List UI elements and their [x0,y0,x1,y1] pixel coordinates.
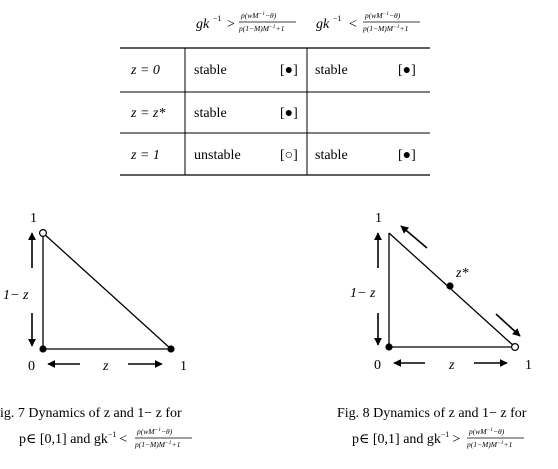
row-label: z = z* [131,106,166,121]
table-row [130,63,416,78]
header-gk: gk [196,17,210,32]
fig7-simplex-edge [43,233,171,349]
fig7-y-label: 1− z [3,288,29,303]
fig8-caption-line1: Fig. 8 Dynamics of z and 1− z for [337,406,527,421]
header-condition-2 [316,11,420,33]
fig8-stable-point [385,343,392,350]
cell-status: stable [315,63,348,78]
cell-status: stable [194,106,227,121]
cell-mark: [●] [398,148,416,163]
row-label: z = 1 [131,148,160,163]
fig8-caption-num: $p(wM^{-1}-\theta)$ [469,427,505,436]
cell-status: unstable [194,148,241,163]
fig7-origin-label: 0 [28,359,35,374]
fig7-x-label: z [103,359,109,374]
fig7-caption [0,406,192,449]
row-label: z = 0 [131,63,160,78]
fig8-top-label: 1 [375,211,382,226]
fig7-caption-line2: p∈ [0,1] and $gk^{-1}$ < [19,430,128,447]
fig7-top-label: 1 [30,211,37,226]
fig8-caption [337,406,527,449]
header-op: < [349,17,357,32]
fig7-caption-num: $p(wM^{-1}-\theta)$ [137,427,173,436]
fig7-stable-point [167,345,174,352]
fig7-stable-point [39,345,46,352]
header-gk-exp: −1 [333,14,342,23]
header-den: $p(1-M)M^{-1}+1$ [239,24,285,33]
header-num: $p(wM^{-1}-\theta)$ [365,11,401,20]
fig7-caption-line1: ig. 7 Dynamics of z and 1− z for [0,406,182,421]
fig8-y-label: 1− z [350,286,376,301]
fig8-origin-label: 0 [374,358,381,373]
fig8-x-label: z [449,358,455,373]
header-condition-1 [196,11,296,33]
table-row [130,106,298,121]
stability-table [120,48,430,175]
fig8-flow-arrow-up [401,226,427,248]
header-den: $p(1-M)M^{-1}+1$ [363,24,409,33]
fig7-unstable-point [40,230,47,237]
cell-status: stable [315,148,348,163]
fig7-caption-den: $p(1-M)M^{-1}+1$ [135,440,181,449]
fig7-diagram [3,211,187,374]
cell-mark: [●] [398,63,416,78]
fig8-caption-den: $p(1-M)M^{-1}+1$ [467,440,513,449]
header-gk-exp: −1 [213,14,222,23]
fig8-caption-line2: p∈ [0,1] and $gk^{-1}$ > [352,430,461,447]
table-row [130,148,416,163]
cell-status: stable [194,63,227,78]
fig8-simplex-edge [389,233,515,347]
fig8-right-label: 1 [525,358,532,373]
header-op: > [227,17,235,32]
cell-mark: [●] [280,106,298,121]
fig8-unstable-point [512,344,519,351]
cell-mark: [○] [280,148,298,163]
fig8-interior-label: z* [456,266,469,281]
fig8-interior-stable-point [446,282,453,289]
fig7-right-label: 1 [180,359,187,374]
header-num: $p(wM^{-1}-\theta)$ [241,11,277,20]
cell-mark: [●] [280,63,298,78]
fig8-diagram [350,211,532,373]
header-gk: gk [316,17,330,32]
